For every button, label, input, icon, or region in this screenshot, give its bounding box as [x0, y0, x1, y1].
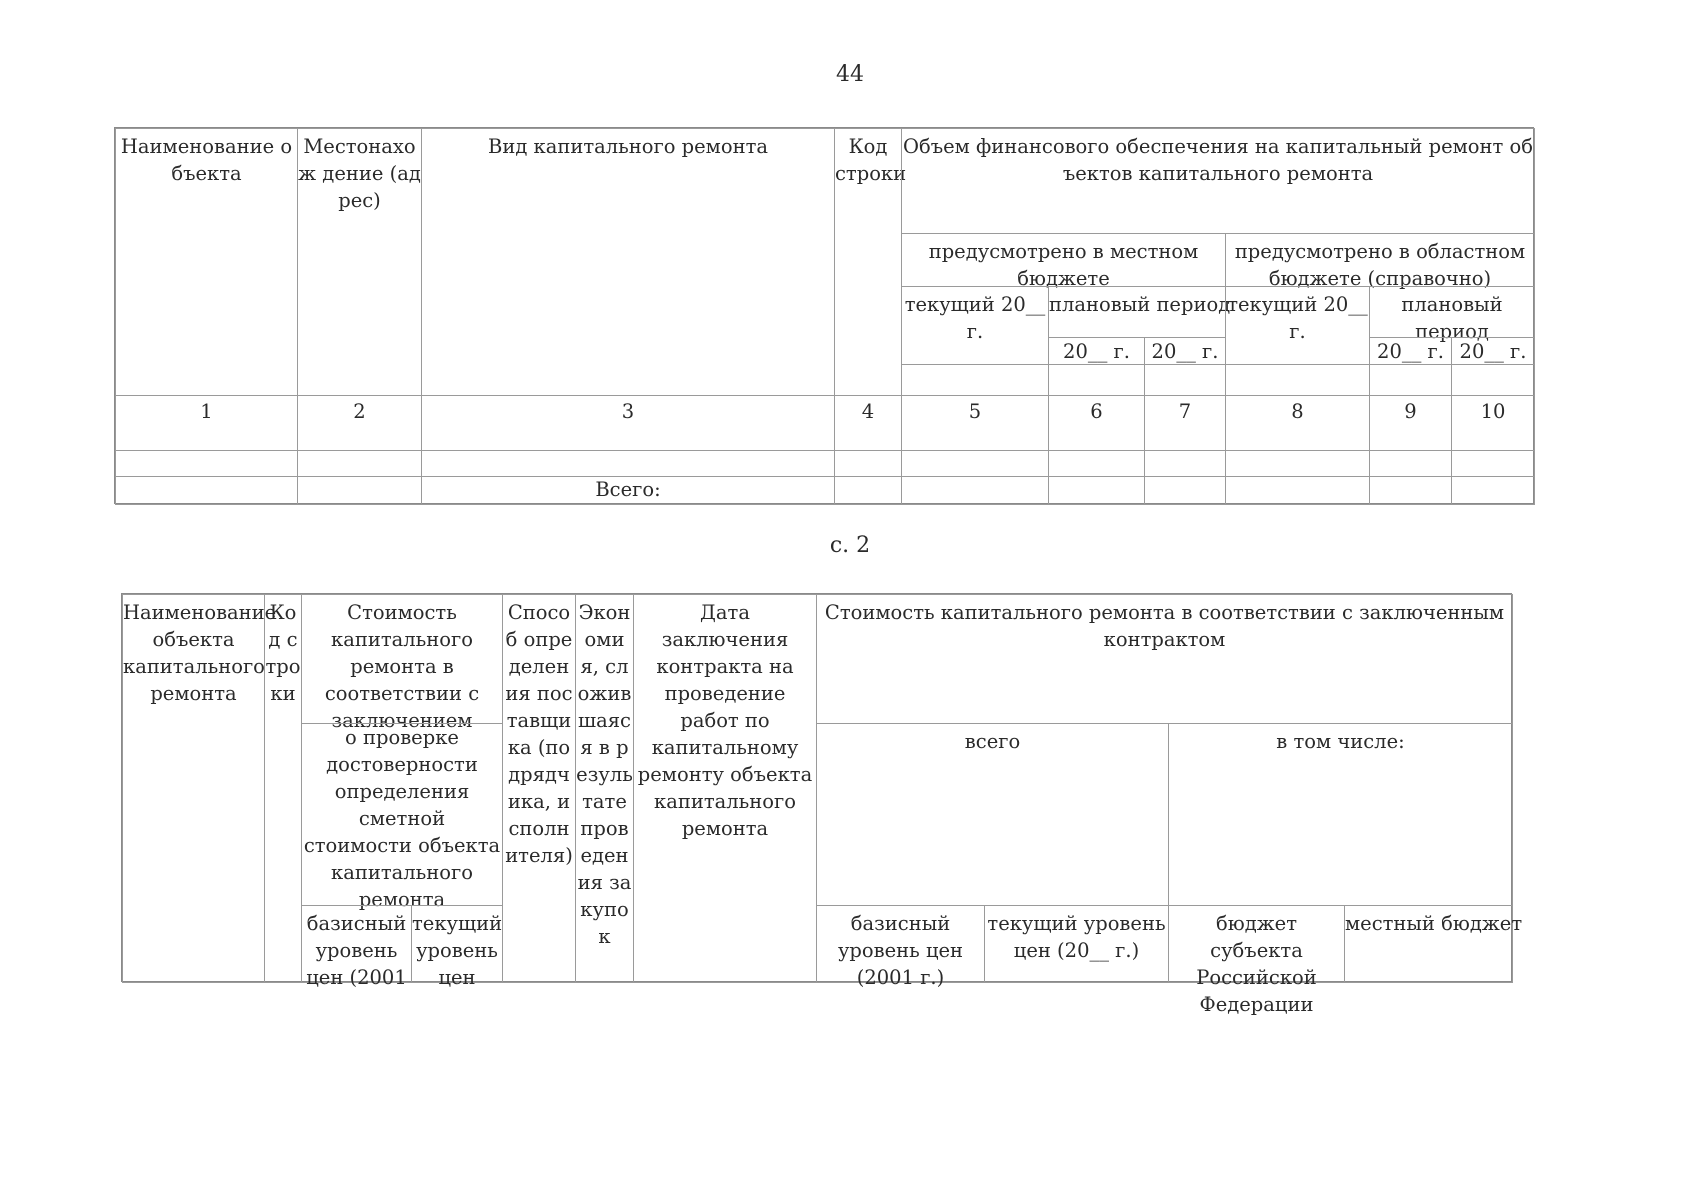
blank-cell: [1144, 364, 1226, 396]
data-cell: [421, 450, 835, 477]
header-contract-cost: Стоимость капитального ремонта в соответствии с заключенным контрактом: [816, 594, 1513, 724]
total-cell: [115, 476, 298, 505]
column-number-8: 8: [1225, 395, 1370, 451]
column-number-2: 2: [297, 395, 422, 451]
data-cell: [1144, 450, 1226, 477]
column-number-3: 3: [421, 395, 835, 451]
header-planned-period-local: плановый период: [1048, 286, 1226, 338]
total-cell: [901, 476, 1049, 505]
header-cost-per-conclusion: Стоимость капитального ремонта в соответствии с заключением: [301, 594, 503, 724]
column-number-1: 1: [115, 395, 298, 451]
column-number-6: 6: [1048, 395, 1145, 451]
capital-repair-funding-table: [114, 127, 1534, 504]
data-cell: [1451, 450, 1535, 477]
blank-cell: [1048, 364, 1145, 396]
total-cell: [1144, 476, 1226, 505]
column-number-10: 10: [1451, 395, 1535, 451]
column-number-7: 7: [1144, 395, 1226, 451]
header-contract-date: Дата заключения контракта на проведение работ по капитальному ремонту объекта капитального ремонта: [633, 594, 817, 983]
data-cell: [1225, 450, 1370, 477]
header-plan-year-2-regional: 20__ г.: [1451, 337, 1535, 365]
header-row-code: Код строки: [834, 128, 902, 396]
header-plan-year-2-local: 20__ г.: [1144, 337, 1226, 365]
total-cell: [297, 476, 422, 505]
data-cell: [1369, 450, 1452, 477]
header-object-name: Наименование объекта капитального ремонта: [122, 594, 265, 983]
header-local-budget: предусмотрено в местном бюджете: [901, 233, 1226, 287]
header-contract-current-prices: текущий уровень цен (20__ г.): [984, 905, 1169, 983]
header-verification-conclusion: о проверке достоверности определения сметной стоимости объекта капитального ремонта: [301, 723, 503, 906]
header-regional-budget: предусмотрено в областном бюджете (справочно): [1225, 233, 1535, 287]
column-number-5: 5: [901, 395, 1049, 451]
capital-repair-contract-table: [121, 593, 1523, 1016]
header-row-code: Код строки: [264, 594, 302, 983]
header-procurement-savings: Экономия, сложившаяся в результате проведения закупок: [575, 594, 634, 983]
continuation-label: с. 2: [829, 533, 871, 558]
header-local-budget: местный бюджет: [1344, 905, 1513, 983]
data-cell: [901, 450, 1049, 477]
header-contract-base-prices: базисный уровень цен (2001 г.): [816, 905, 985, 983]
total-cell: [1451, 476, 1535, 505]
header-total: всего: [816, 723, 1169, 906]
header-supplier-method: Способ определения поставщика (подрядчика, исполнителя): [502, 594, 576, 983]
header-location: Местонахож дение (адрес): [297, 128, 422, 396]
header-base-price-level: базисный уровень цен (2001: [301, 905, 412, 983]
data-cell: [834, 450, 902, 477]
header-object-name: Наименование объекта: [115, 128, 298, 396]
header-planned-period-regional: плановый период: [1369, 286, 1535, 338]
data-cell: [115, 450, 298, 477]
total-label: Всего:: [421, 476, 835, 505]
column-number-4: 4: [834, 395, 902, 451]
header-repair-type: Вид капитального ремонта: [421, 128, 835, 396]
header-current-year-regional: текущий 20__ г.: [1225, 286, 1370, 365]
blank-cell: [1225, 364, 1370, 396]
total-cell: [1048, 476, 1145, 505]
total-cell: [834, 476, 902, 505]
header-including: в том числе:: [1168, 723, 1513, 906]
header-current-year-local: текущий 20__ г.: [901, 286, 1049, 365]
page-number: 44: [836, 62, 864, 87]
column-number-9: 9: [1369, 395, 1452, 451]
total-cell: [1225, 476, 1370, 505]
total-cell: [1369, 476, 1452, 505]
header-plan-year-1-local: 20__ г.: [1048, 337, 1145, 365]
blank-cell: [901, 364, 1049, 396]
header-funding-volume: Объем финансового обеспечения на капитальный ремонт объектов капитального ремонта: [901, 128, 1535, 234]
header-current-price-level: текущий уровень цен: [411, 905, 503, 983]
data-cell: [1048, 450, 1145, 477]
header-federal-subject-budget: бюджет субъекта Российской Федерации: [1168, 905, 1345, 983]
blank-cell: [1451, 364, 1535, 396]
data-cell: [297, 450, 422, 477]
header-plan-year-1-regional: 20__ г.: [1369, 337, 1452, 365]
blank-cell: [1369, 364, 1452, 396]
